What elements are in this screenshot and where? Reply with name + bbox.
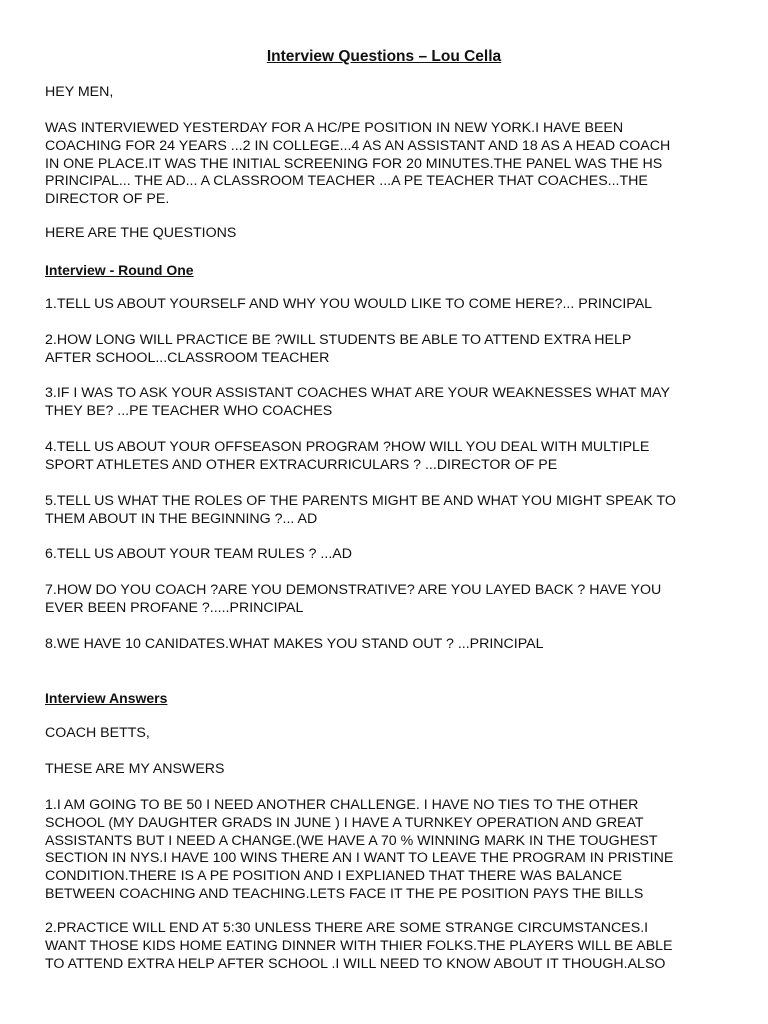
intro-line: COACHING FOR 24 YEARS ...2 IN COLLEGE...4 AS AN ASSISTANT AND 18 AS A HEAD COACH	[45, 137, 671, 154]
answers-intro-line: THESE ARE MY ANSWERS	[45, 761, 225, 777]
questions-intro	[45, 225, 735, 243]
question-line: 8.WE HAVE 10 CANIDATES.WHAT MAKES YOU STAND OUT ? ...PRINCIPAL	[45, 636, 544, 652]
answers-heading: Interview Answers	[45, 690, 168, 706]
question-line: 6.TELL US ABOUT YOUR TEAM RULES ? ...AD	[45, 546, 352, 562]
answers-salutation	[45, 725, 735, 743]
answer-line: WANT THOSE KIDS HOME EATING DINNER WITH THIER FOLKS.THE PLAYERS WILL BE ABLE	[45, 937, 673, 954]
question-7	[45, 582, 735, 618]
intro-paragraph	[45, 120, 735, 209]
question-line: 5.TELL US WHAT THE ROLES OF THE PARENTS MIGHT BE AND WHAT YOU MIGHT SPEAK TO	[45, 493, 676, 509]
question-4	[45, 439, 735, 475]
answer-line: CONDITION.THERE IS A PE POSITION AND I EXPLIANED THAT THERE WAS BALANCE	[45, 868, 623, 885]
greeting-line: HEY MEN,	[45, 84, 114, 100]
question-line: 3.IF I WAS TO ASK YOUR ASSISTANT COACHES WHAT ARE YOUR WEAKNESSES WHAT MAY	[45, 385, 670, 401]
question-line: 4.TELL US ABOUT YOUR OFFSEASON PROGRAM ?HOW WILL YOU DEAL WITH MULTIPLE	[45, 439, 650, 455]
answer-line: ASSISTANTS BUT I NEED A CHANGE.(WE HAVE A 70 % WINNING MARK IN THE TOUGHEST	[45, 832, 658, 849]
answers-intro	[45, 761, 735, 779]
salutation-line: COACH BETTS,	[45, 725, 150, 741]
question-2	[45, 332, 735, 368]
question-line: 7.HOW DO YOU COACH ?ARE YOU DEMONSTRATIVE? ARE YOU LAYED BACK ? HAVE YOU	[45, 582, 662, 598]
question-line: 1.TELL US ABOUT YOURSELF AND WHY YOU WOULD LIKE TO COME HERE?... PRINCIPAL	[45, 296, 653, 312]
question-line: EVER BEEN PROFANE ?.....PRINCIPAL	[45, 599, 304, 616]
answer-line: BETWEEN COACHING AND TEACHING.LETS FACE IT THE PE POSITION PAYS THE BILLS	[45, 885, 644, 902]
question-8	[45, 636, 735, 654]
answer-line: SCHOOL (MY DAUGHTER GRADS IN JUNE ) I HAVE A TURNKEY OPERATION AND GREAT	[45, 814, 644, 831]
question-line: 2.HOW LONG WILL PRACTICE BE ?WILL STUDENTS BE ABLE TO ATTEND EXTRA HELP	[45, 332, 632, 348]
answer-line: 2.PRACTICE WILL END AT 5:30 UNLESS THERE ARE SOME STRANGE CIRCUMSTANCES.I	[45, 920, 649, 936]
intro-line: DIRECTOR OF PE.	[45, 191, 170, 208]
greeting	[45, 84, 735, 102]
question-line: THEM ABOUT IN THE BEGINNING ?... AD	[45, 510, 318, 527]
question-line: AFTER SCHOOL...CLASSROOM TEACHER	[45, 349, 330, 366]
round-one-heading: Interview - Round One	[45, 262, 194, 278]
document-title: Interview Questions – Lou Cella	[266, 48, 502, 65]
answer-1	[45, 797, 735, 904]
answer-line: 1.I AM GOING TO BE 50 I NEED ANOTHER CHALLENGE. I HAVE NO TIES TO THE OTHER	[45, 797, 639, 813]
question-3	[45, 385, 735, 421]
answer-line: TO ATTEND EXTRA HELP AFTER SCHOOL .I WILL NEED TO KNOW ABOUT IT THOUGH.ALSO	[45, 955, 666, 972]
answer-line: SECTION IN NYS.I HAVE 100 WINS THERE AN I WANT TO LEAVE THE PROGRAM IN PRISTINE	[45, 850, 674, 867]
question-1	[45, 296, 735, 314]
answer-2	[45, 920, 735, 973]
intro-line: IN ONE PLACE.IT WAS THE INITIAL SCREENING FOR 20 MINUTES.THE PANEL WAS THE HS	[45, 155, 663, 172]
question-6	[45, 546, 735, 564]
question-line: SPORT ATHLETES AND OTHER EXTRACURRICULARS ? ...DIRECTOR OF PE	[45, 456, 558, 473]
intro-line: WAS INTERVIEWED YESTERDAY FOR A HC/PE POSITION IN NEW YORK.I HAVE BEEN	[45, 120, 624, 136]
questions-intro-line: HERE ARE THE QUESTIONS	[45, 225, 237, 241]
question-line: THEY BE? ...PE TEACHER WHO COACHES	[45, 402, 333, 419]
intro-line: PRINCIPAL... THE AD... A CLASSROOM TEACHER ...A PE TEACHER THAT COACHES...THE	[45, 173, 648, 190]
question-5	[45, 493, 735, 529]
